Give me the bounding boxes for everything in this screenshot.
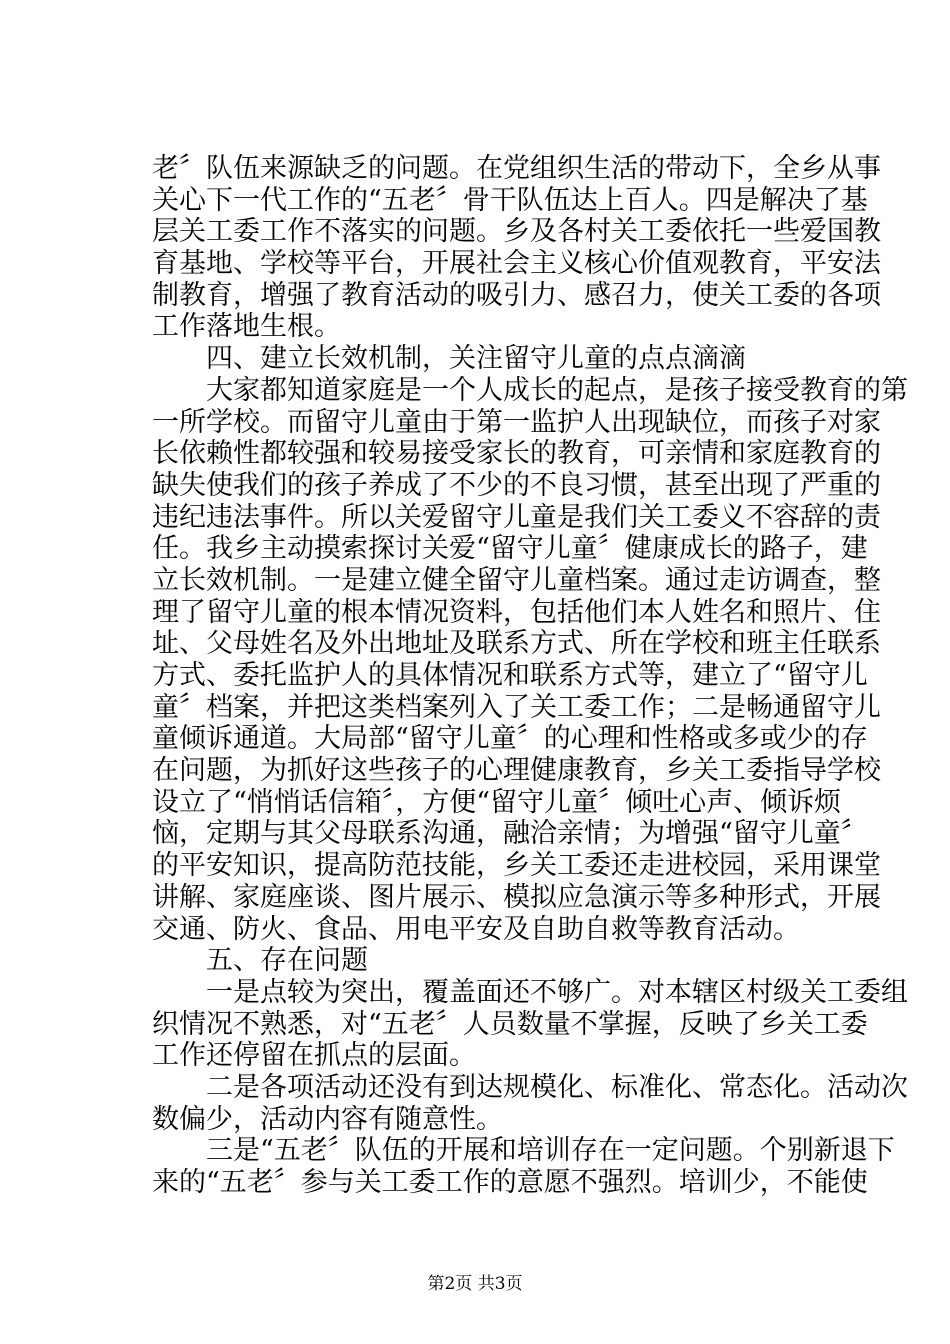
text-line: 一所学校。而留守儿童由于第一监护人出现缺位，而孩子对家 [152,406,881,438]
text-line: 的平安知识，提高防范技能，乡关工委还走进校园，采用课堂 [152,850,881,882]
text-line: 址、父母姓名及外出地址及联系方式、所在学校和班主任联系 [152,628,881,660]
page-number: 第2页 共3页 [427,1274,523,1294]
section-heading: 四、建立长效机制，关注留守儿童的点点滴滴 [152,343,746,375]
section-heading: 五、存在问题 [152,945,368,977]
document-body [152,153,908,1199]
text-line: 织情况不熟悉，对“五老〞人员数量不掌握，反映了乡关工委 [152,1008,868,1040]
text-line: 来的“五老〞参与关工委工作的意愿不强烈。培训少，不能使 [152,1167,868,1198]
text-line: 二是各项活动还没有到达规模化、标准化、常态化。活动次 [152,1071,908,1103]
text-line: 童〞档案，并把这类档案列入了关工委工作；二是畅通留守儿 [152,691,881,723]
text-line: 大家都知道家庭是一个人成长的起点，是孩子接受教育的第 [152,374,908,406]
text-line: 老〞队伍来源缺乏的问题。在党组织生活的带动下，全乡从事 [152,153,881,184]
text-line: 方式、委托监护人的具体情况和联系方式等，建立了“留守儿 [152,660,868,691]
text-line: 任。我乡主动摸索探讨关爱“留守儿童〞健康成长的路子，建 [152,533,868,565]
text-line: 缺失使我们的孩子养成了不少的不良习惯，甚至出现了严重的 [152,469,881,501]
text-line: 层关工委工作不落实的问题。乡及各村关工委依托一些爱国教 [152,216,881,248]
text-line: 恼，定期与其父母联系沟通，融洽亲情；为增强“留守儿童〞 [152,818,868,850]
text-line: 一是点较为突出，覆盖面还不够广。对本辖区村级关工委组 [152,976,908,1008]
text-line: 工作还停留在抓点的层面。 [152,1040,476,1072]
text-line: 数偏少，活动内容有随意性。 [152,1103,503,1135]
text-line: 工作落地生根。 [152,311,341,343]
text-line: 关心下一代工作的“五老〞骨干队伍达上百人。四是解决了基 [152,184,868,216]
text-line: 违纪违法事件。所以关爱留守儿童是我们关工委义不容辞的责 [152,501,881,533]
text-line: 在问题，为抓好这些孩子的心理健康教育，乡关工委指导学校 [152,755,881,787]
text-line: 长依赖性都较强和较易接受家长的教育，可亲情和家庭教育的 [152,438,881,470]
text-line: 设立了“悄悄话信箱〞，方便“留守儿童〞倾吐心声、倾诉烦 [152,786,842,818]
text-line: 童倾诉通道。大局部“留守儿童〞的心理和性格或多或少的存 [152,723,868,755]
text-line: 交通、防火、食品、用电平安及自助自救等教育活动。 [152,913,800,945]
text-line: 立长效机制。一是建立健全留守儿童档案。通过走访调查，整 [152,564,881,596]
text-line: 三是“五老〞队伍的开展和培训存在一定问题。个别新退下 [152,1135,895,1167]
text-line: 制教育，增强了教育活动的吸引力、感召力，使关工委的各项 [152,279,881,311]
text-line: 理了留守儿童的根本情况资料，包括他们本人姓名和照片、住 [152,596,881,628]
text-line: 育基地、学校等平台，开展社会主义核心价值观教育，平安法 [152,248,881,280]
text-line: 讲解、家庭座谈、图片展示、模拟应急演示等多种形式，开展 [152,881,881,913]
